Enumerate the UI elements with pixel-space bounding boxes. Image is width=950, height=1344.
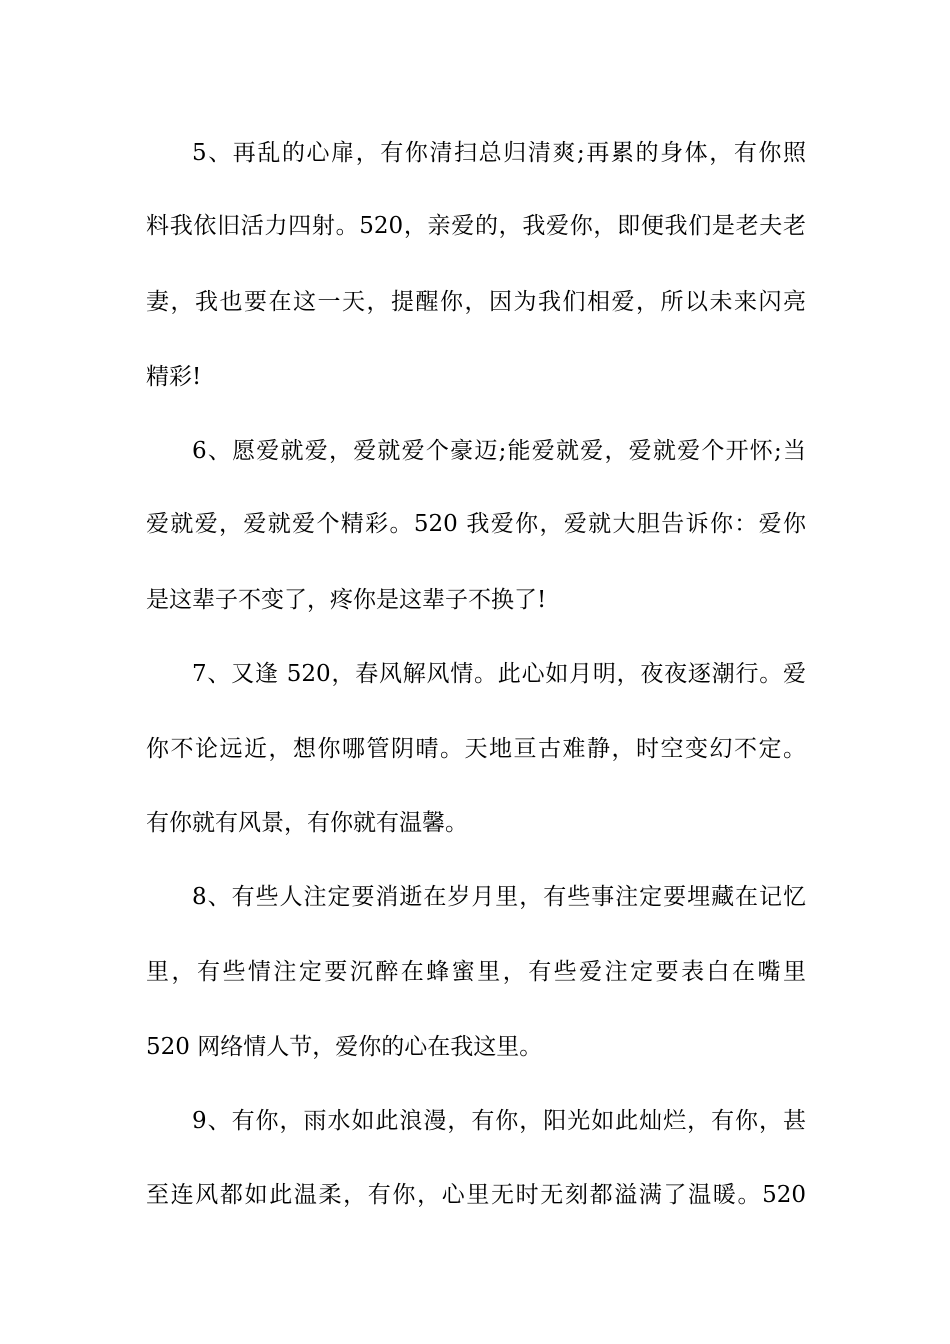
paragraph-8-line-1: 8、有些人注定要消逝在岁月里，有些事注定要埋藏在记忆 xyxy=(192,884,806,910)
paragraph-7-line-2: 你不论远近，想你哪管阴晴。天地亘古难静，时空变幻不定。 xyxy=(146,736,806,762)
paragraph-7-line-3: 有你就有风景，有你就有温馨。 xyxy=(146,810,468,836)
paragraph-8-line-3: 520 网络情人节，爱你的心在我这里。 xyxy=(146,1034,543,1060)
paragraph-5-line-3: 妻，我也要在这一天，提醒你，因为我们相爱，所以未来闪亮 xyxy=(146,289,806,315)
paragraph-6-line-2: 爱就爱，爱就爱个精彩。520 我爱你，爱就大胆告诉你：爱你 xyxy=(146,511,806,537)
paragraph-9-line-2: 至连风都如此温柔，有你，心里无时无刻都溢满了温暖。520 xyxy=(146,1182,806,1208)
paragraph-7-line-1: 7、又逢 520，春风解风情。此心如月明，夜夜逐潮行。爱 xyxy=(192,661,806,687)
paragraph-8-line-2: 里，有些情注定要沉醉在蜂蜜里，有些爱注定要表白在嘴里 xyxy=(146,959,806,985)
paragraph-5-line-1: 5、再乱的心扉，有你清扫总归清爽;再累的身体，有你照 xyxy=(192,140,806,166)
paragraph-9-line-1: 9、有你，雨水如此浪漫，有你，阳光如此灿烂，有你，甚 xyxy=(192,1108,806,1134)
paragraph-5-line-2: 料我依旧活力四射。520，亲爱的，我爱你，即便我们是老夫老 xyxy=(146,213,806,239)
paragraph-6-line-3: 是这辈子不变了，疼你是这辈子不换了! xyxy=(146,587,547,613)
paragraph-5-line-4: 精彩! xyxy=(146,364,202,390)
paragraph-6-line-1: 6、愿爱就爱，爱就爱个豪迈;能爱就爱，爱就爱个开怀;当 xyxy=(192,438,806,464)
